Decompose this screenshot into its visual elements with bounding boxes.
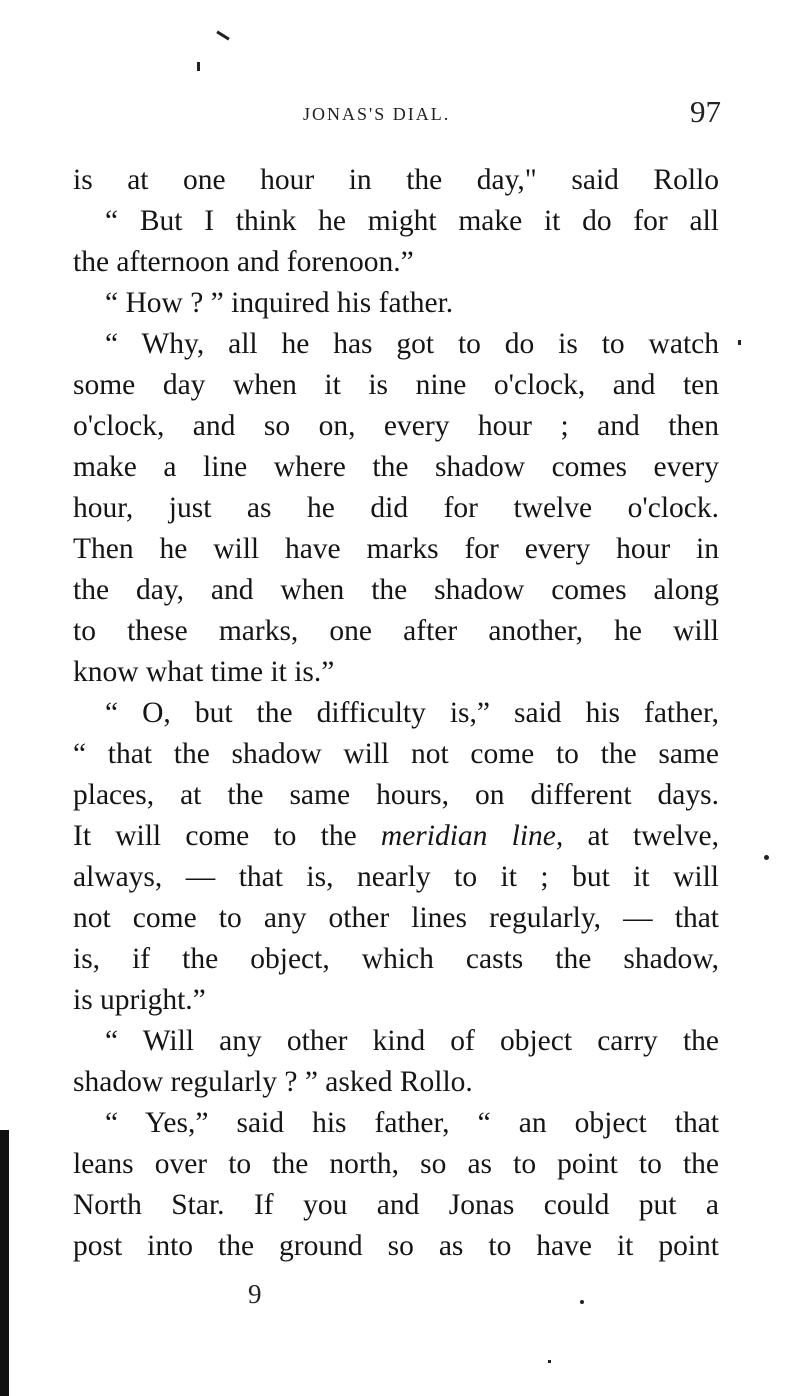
text-line: Then he will have marks for every hour in [73, 533, 719, 565]
page-number: 97 [690, 94, 721, 129]
text-line: “ Will any other kind of object carry the [105, 1025, 719, 1057]
running-head [73, 94, 721, 134]
ink-speck [197, 62, 200, 71]
text-line: post into the ground so as to have it point [73, 1230, 719, 1262]
italic-phrase: meridian line, [380, 820, 564, 852]
text-line: some day when it is nine o'clock, and ten [73, 369, 719, 401]
text-line: “ O, but the difficulty is,” said his father, [105, 697, 719, 729]
text-line: make a line where the shadow comes every [73, 451, 719, 483]
text-line: North Star. If you and Jonas could put a [73, 1189, 719, 1221]
text-line: the afternoon and forenoon.” [73, 246, 414, 278]
line-suffix: at twelve, [587, 820, 720, 852]
text-line: “ But I think he might make it do for all [105, 205, 719, 237]
text-line: is at one hour in the day," said Rollo [73, 164, 719, 196]
ink-speck [548, 1360, 551, 1363]
text-line: shadow regularly ? ” asked Rollo. [73, 1066, 473, 1098]
body-text [73, 160, 719, 1267]
text-line: the day, and when the shadow comes along [73, 574, 719, 606]
text-line: to these marks, one after another, he will [73, 615, 719, 647]
text-line: “ Why, all he has got to do is to watch [105, 328, 719, 360]
text-line: “ Yes,” said his father, “ an object that [105, 1107, 719, 1139]
line-prefix: It will come to the [73, 820, 357, 852]
ink-speck [764, 855, 769, 860]
text-line: is upright.” [73, 984, 206, 1016]
text-line: leans over to the north, so as to point to the [73, 1148, 719, 1180]
signature-mark: 9 [248, 1279, 262, 1309]
text-line: always, — that is, nearly to it ; but it will [73, 861, 719, 893]
text-line: know what time it is.” [73, 656, 335, 688]
ink-speck [738, 340, 741, 345]
text-line: is, if the object, which casts the shadow, [73, 943, 719, 975]
text-line: not come to any other lines regularly, — that [73, 902, 719, 934]
text-line-meridian [73, 816, 719, 857]
text-line: o'clock, and so on, every hour ; and then [73, 410, 719, 442]
text-line: “ that the shadow will not come to the same [73, 738, 719, 770]
text-line: “ How ? ” inquired his father. [105, 287, 454, 319]
ink-speck [580, 1300, 584, 1304]
scan-edge-shadow [0, 1130, 9, 1396]
ink-speck [216, 31, 229, 41]
running-title: JONAS'S DIAL. [303, 104, 451, 124]
text-line: places, at the same hours, on different days. [73, 779, 719, 811]
text-line: hour, just as he did for twelve o'clock. [73, 492, 719, 524]
